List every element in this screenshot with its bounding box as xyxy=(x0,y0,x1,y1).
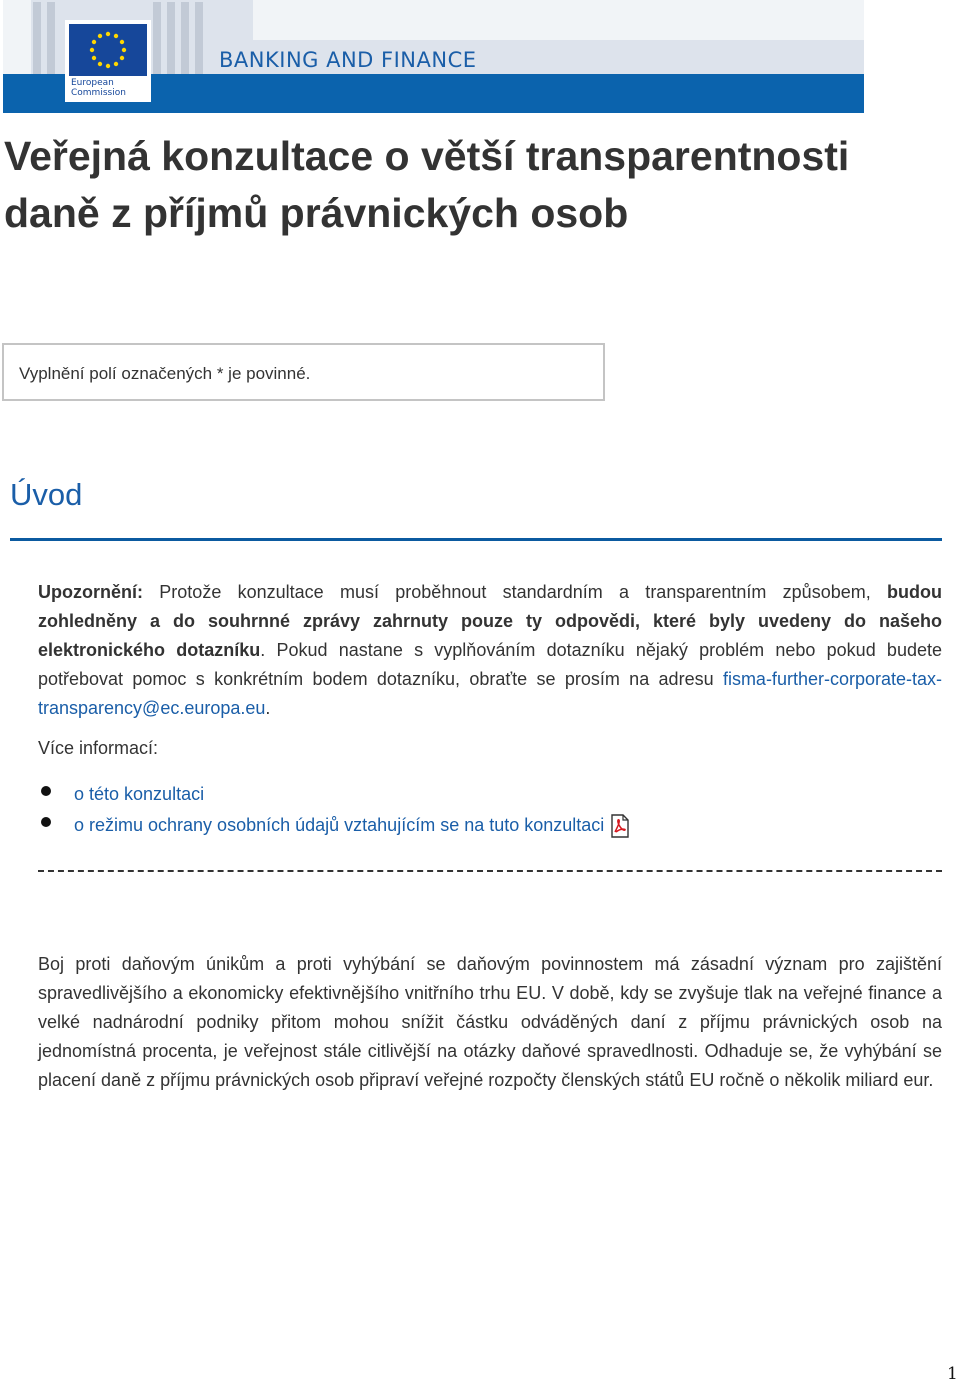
consultation-info-link[interactable]: o této konzultaci xyxy=(74,784,205,804)
page-title: Veřejná konzultace o větší transparentnosti daně z příjmů právnických osob xyxy=(4,133,850,236)
bullet-icon xyxy=(41,817,51,827)
dashed-separator xyxy=(38,870,942,872)
eu-flag-icon xyxy=(69,24,147,76)
intro-paragraph xyxy=(38,578,942,723)
logo-text-line2: Commission xyxy=(71,88,126,98)
notice-text: Vyplnění polí označených * je povinné. xyxy=(19,364,311,383)
body-paragraph: Boj proti daňovým únikům a proti vyhýbání se daňovým povinnostem má zásadní význam pro zajištění spravedlivějšího a ekonomicky efektivnějšího vnitřního trhu EU. V době, kdy se zvyšuje tlak na veřejné finance a velké nadnárodní podniky přitom mohou snížit částku odváděných daní z příjmu právnických osob na jednomístná procenta, je veřejnost stále citlivější na otázky daňové spravedlnosti. Odhaduje se, že vyhýbání se placení daně z příjmu právnických osob připraví veřejné rozpočty členských států EU ročně o několik miliard eur. xyxy=(38,954,942,1090)
intro-bold-text: budou zohledněny a do souhrnné zprávy zahrnuty pouze ty odpovědi, které byly uvedeny do našeho elektronického dotazníku xyxy=(38,582,942,660)
section-heading: Úvod xyxy=(10,477,83,512)
privacy-link-wrapper xyxy=(74,811,630,840)
logo-text xyxy=(71,78,151,98)
banner-title: BANKING AND FINANCE xyxy=(219,48,477,72)
section-divider xyxy=(10,538,942,541)
intro-text-3: . xyxy=(265,698,271,718)
intro-text-2: . Pokud nastane s vyplňováním dotazníku nějaký problém nebo pokud budete potřebovat pomoc s konkrétním bodem dotazníku, obraťte se prosím na adresu xyxy=(38,640,942,689)
logo-text-line1: European xyxy=(71,78,114,88)
intro-text-1: Protože konzultace musí proběhnout standardním a transparentním způsobem, xyxy=(143,582,888,602)
warning-label: Upozornění: xyxy=(38,582,143,602)
ec-logo[interactable] xyxy=(65,20,151,102)
pdf-icon[interactable] xyxy=(610,814,630,838)
header-banner xyxy=(3,0,864,113)
required-fields-notice xyxy=(2,343,605,401)
email-link[interactable]: fisma-further-corporate-tax-transparency@ec.europa.eu xyxy=(38,669,942,718)
privacy-statement-link[interactable]: o režimu ochrany osobních údajů vztahujícím se na tuto konzultaci xyxy=(74,815,605,835)
page-number: 1 xyxy=(947,1364,958,1384)
more-info-label: Více informací: xyxy=(38,738,159,758)
bullet-icon xyxy=(41,786,51,796)
